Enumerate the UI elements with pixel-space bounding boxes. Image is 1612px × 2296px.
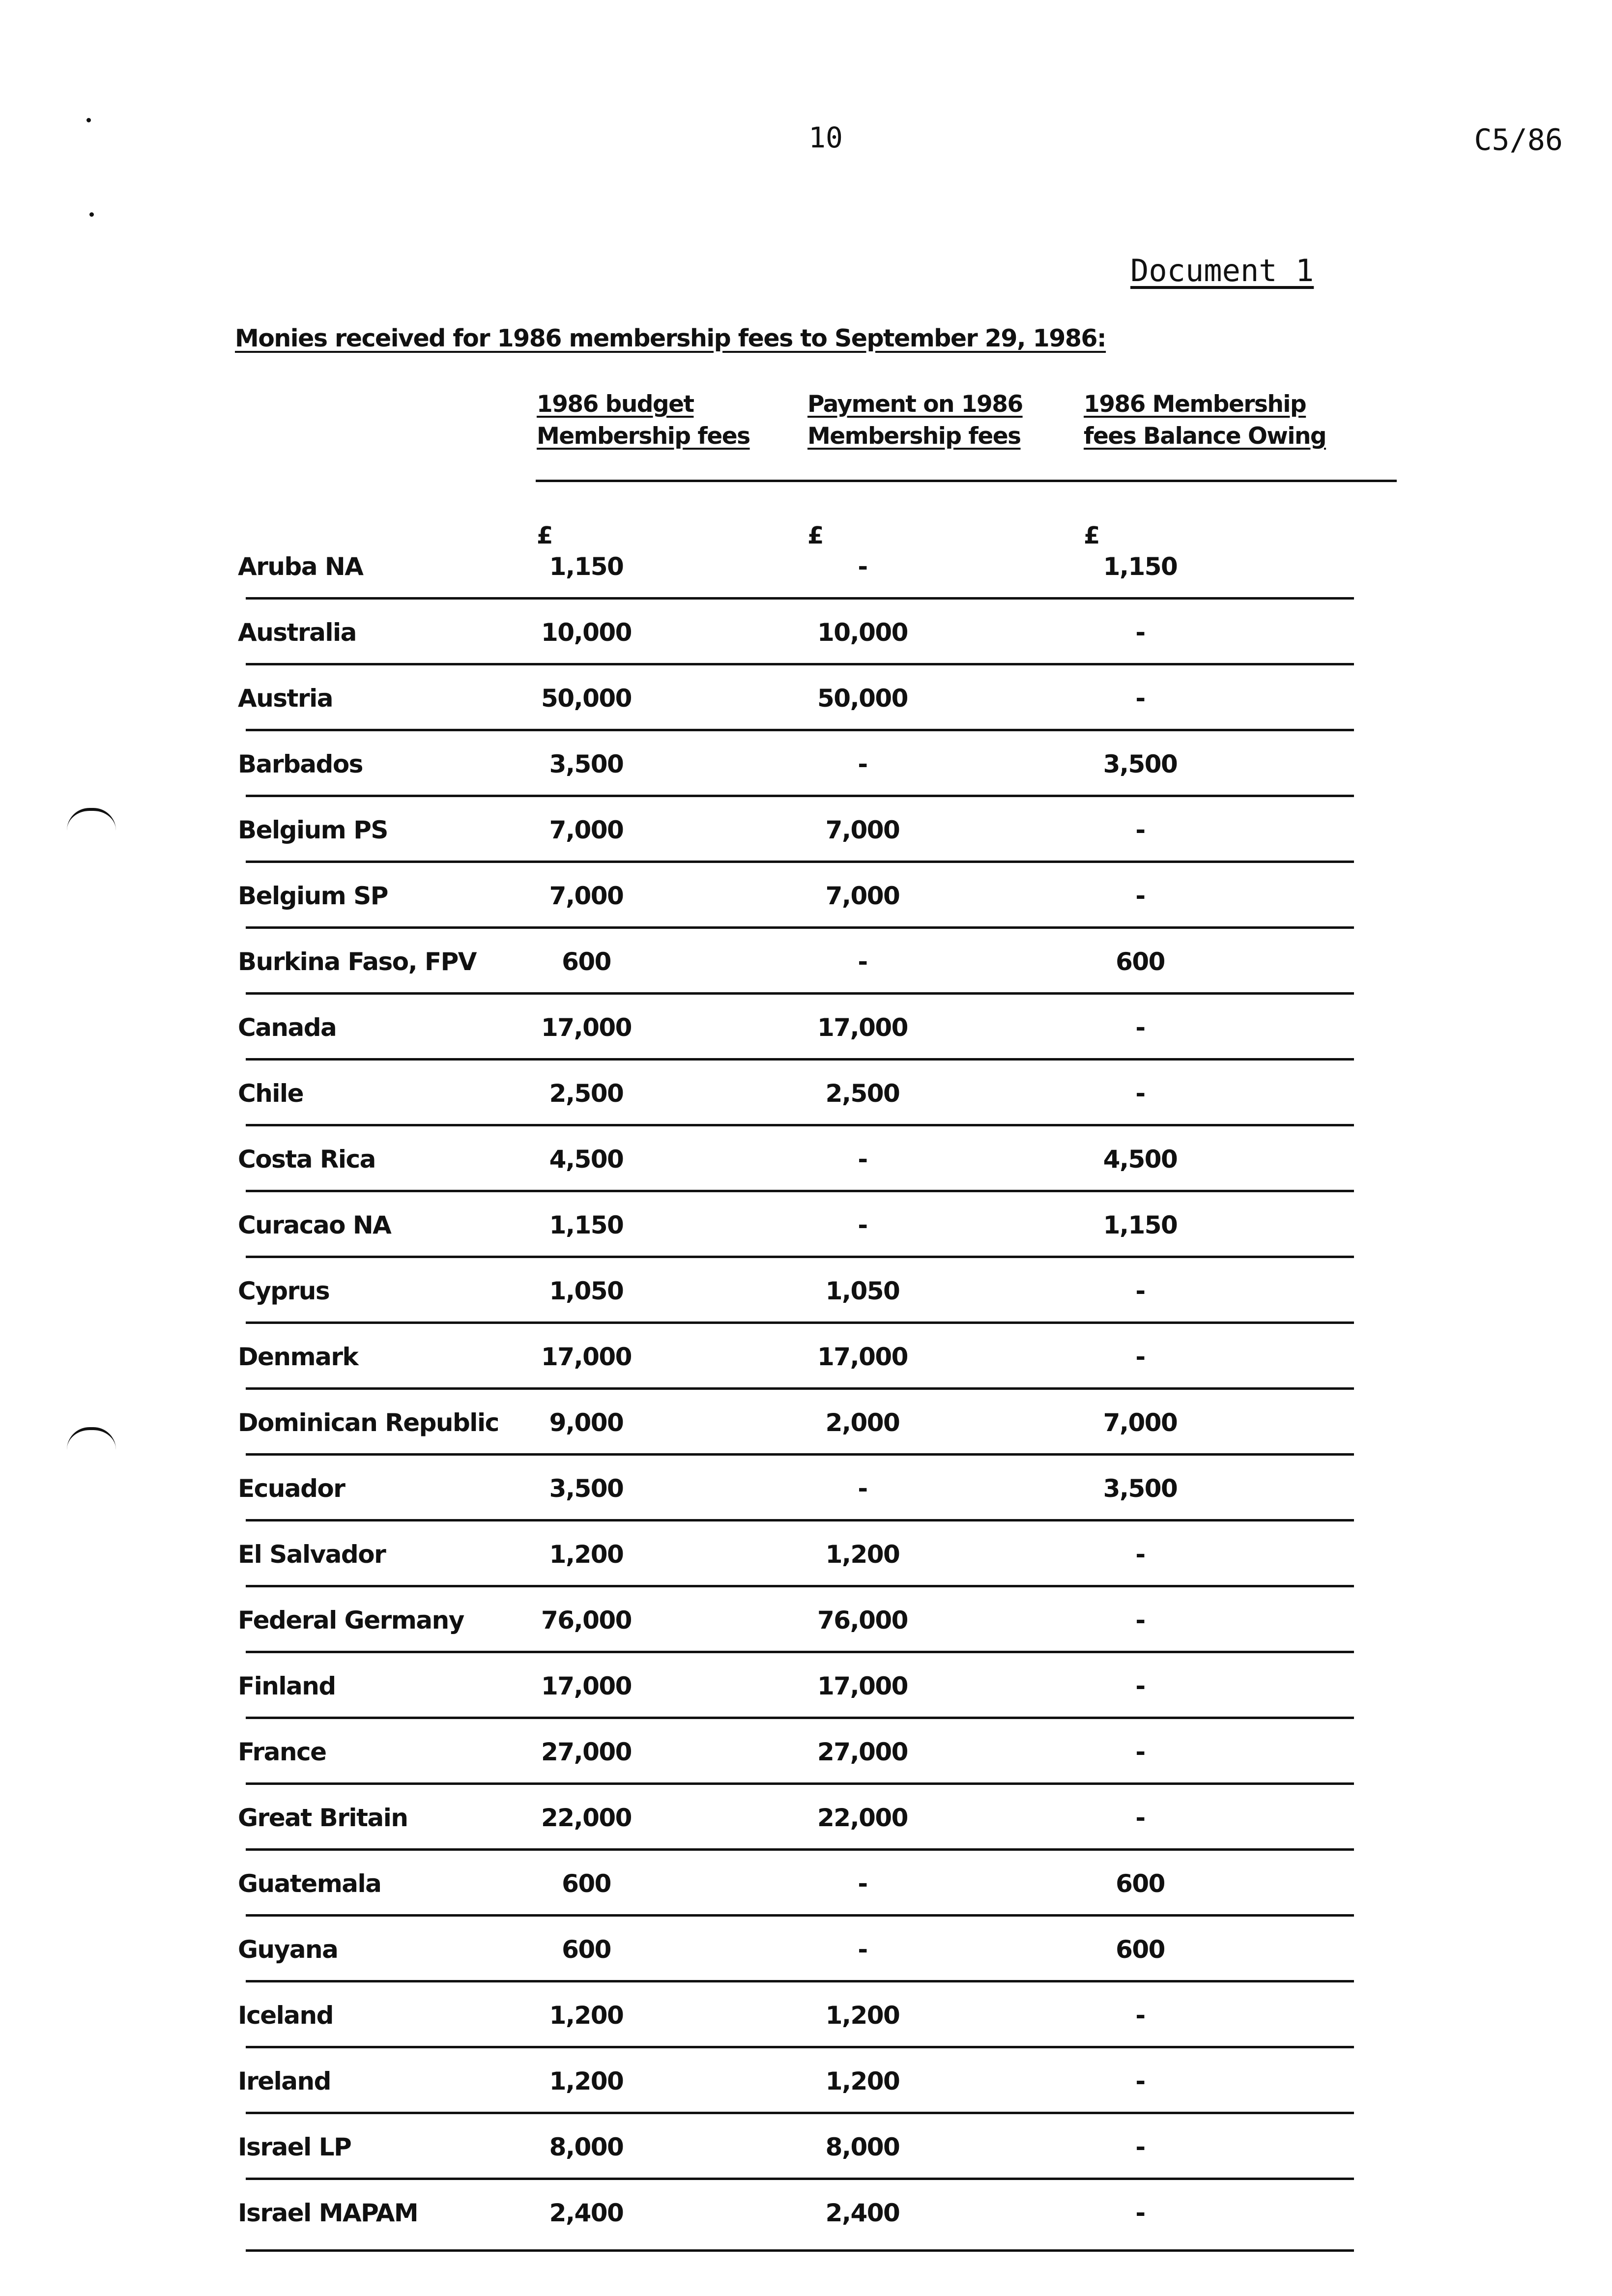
table-row: [0, 2177, 1612, 2243]
table-row: [0, 2111, 1612, 2177]
column-header-line: Payment on 1986: [807, 391, 1023, 418]
table-row: [0, 662, 1612, 728]
balance-value: -: [1135, 2199, 1145, 2227]
budget-value: 2,500: [549, 1079, 624, 1108]
budget-value: 3,500: [549, 750, 624, 778]
country-name: Iceland: [238, 2001, 333, 2030]
budget-value: 2,400: [549, 2199, 624, 2227]
balance-value: 1,150: [1103, 1211, 1178, 1239]
country-name: Guatemala: [238, 1869, 381, 1898]
table-row: [0, 1255, 1612, 1321]
payment-value: 2,000: [825, 1408, 900, 1437]
budget-value: 22,000: [541, 1804, 632, 1832]
budget-value: 1,200: [549, 1540, 624, 1569]
balance-value: -: [1135, 1079, 1145, 1108]
country-name: Dominican Republic: [238, 1408, 499, 1437]
column-header-line: 1986 budget: [537, 391, 694, 418]
country-name: Barbados: [238, 750, 363, 778]
balance-value: -: [1135, 1540, 1145, 1569]
budget-value: 17,000: [541, 1013, 632, 1042]
payment-value: 22,000: [817, 1804, 908, 1832]
country-name: Ireland: [238, 2067, 331, 2095]
table-row: [0, 1584, 1612, 1650]
budget-value: 4,500: [549, 1145, 624, 1174]
payment-value: 10,000: [817, 618, 908, 647]
balance-value: -: [1135, 1606, 1145, 1635]
country-name: Great Britain: [238, 1804, 408, 1832]
budget-value: 7,000: [549, 816, 624, 844]
payment-value: -: [858, 1935, 867, 1964]
column-header-line: 1986 Membership: [1084, 391, 1306, 418]
balance-value: 600: [1116, 947, 1165, 976]
payment-value: 76,000: [817, 1606, 908, 1635]
table-row: [0, 992, 1612, 1058]
country-name: El Salvador: [238, 1540, 386, 1569]
payment-value: 7,000: [825, 816, 900, 844]
budget-value: 17,000: [541, 1343, 632, 1371]
balance-value: -: [1135, 2001, 1145, 2030]
country-name: Curacao NA: [238, 1211, 391, 1239]
table-row: [0, 926, 1612, 992]
table-row: [0, 728, 1612, 794]
country-name: Denmark: [238, 1343, 358, 1371]
payment-value: -: [858, 947, 867, 976]
budget-value: 1,150: [549, 1211, 624, 1239]
column-header-balance: [1084, 388, 1349, 452]
currency-symbol: £: [537, 522, 553, 549]
table-row: [0, 1782, 1612, 1848]
payment-value: -: [858, 1145, 867, 1174]
payment-value: -: [858, 750, 867, 778]
payment-value: -: [858, 1869, 867, 1898]
country-name: Ecuador: [238, 1474, 345, 1503]
table-row: [0, 1123, 1612, 1189]
balance-value: -: [1135, 684, 1145, 713]
balance-value: 3,500: [1103, 750, 1178, 778]
balance-value: -: [1135, 618, 1145, 647]
table-bottom-rule: [246, 2249, 1354, 2252]
country-name: Canada: [238, 1013, 337, 1042]
table-row: [0, 794, 1612, 860]
country-name: Guyana: [238, 1935, 338, 1964]
country-name: Federal Germany: [238, 1606, 464, 1635]
scan-speck: [89, 212, 94, 217]
budget-value: 1,150: [549, 552, 624, 581]
balance-value: -: [1135, 1738, 1145, 1766]
balance-value: -: [1135, 1013, 1145, 1042]
country-name: Israel LP: [238, 2133, 351, 2161]
country-name: Belgium PS: [238, 816, 388, 844]
table-row: [0, 2045, 1612, 2111]
budget-value: 1,200: [549, 2067, 624, 2095]
balance-value: -: [1135, 2067, 1145, 2095]
header-rule: [536, 480, 1397, 482]
budget-value: 7,000: [549, 882, 624, 910]
country-name: Finland: [238, 1672, 336, 1700]
payment-value: 1,200: [825, 1540, 900, 1569]
table-title: Monies received for 1986 membership fees to September 29, 1986:: [235, 324, 1106, 352]
document-label: Document 1: [1130, 253, 1314, 288]
table-row: [0, 1519, 1612, 1584]
budget-value: 8,000: [549, 2133, 624, 2161]
table-row: [0, 1914, 1612, 1980]
table-row: [0, 1716, 1612, 1782]
balance-value: -: [1135, 1343, 1145, 1371]
balance-value: 4,500: [1103, 1145, 1178, 1174]
table-row: [0, 1650, 1612, 1716]
payment-value: 8,000: [825, 2133, 900, 2161]
payment-value: 2,500: [825, 1079, 900, 1108]
table-row: [0, 1848, 1612, 1914]
budget-value: 9,000: [549, 1408, 624, 1437]
budget-value: 50,000: [541, 684, 632, 713]
table-row: [0, 597, 1612, 662]
currency-symbol: £: [807, 522, 824, 549]
balance-value: 1,150: [1103, 552, 1178, 581]
balance-value: -: [1135, 1277, 1145, 1305]
payment-value: 7,000: [825, 882, 900, 910]
table-row: [0, 860, 1612, 926]
payment-value: -: [858, 1474, 867, 1503]
balance-value: -: [1135, 1672, 1145, 1700]
payment-value: 2,400: [825, 2199, 900, 2227]
balance-value: 7,000: [1103, 1408, 1178, 1437]
scan-speck: [86, 118, 91, 122]
currency-symbol: £: [1084, 522, 1100, 549]
document-reference: C5/86: [1474, 123, 1563, 157]
table-row: [0, 1321, 1612, 1387]
payment-value: 17,000: [817, 1343, 908, 1371]
table-row: [0, 1387, 1612, 1453]
payment-value: 1,200: [825, 2001, 900, 2030]
budget-value: 3,500: [549, 1474, 624, 1503]
payment-value: 50,000: [817, 684, 908, 713]
column-header-line: fees Balance Owing: [1084, 423, 1326, 450]
country-name: Israel MAPAM: [238, 2199, 418, 2227]
balance-value: 600: [1116, 1869, 1165, 1898]
payment-value: 17,000: [817, 1013, 908, 1042]
budget-value: 1,200: [549, 2001, 624, 2030]
country-name: Costa Rica: [238, 1145, 375, 1174]
country-name: Belgium SP: [238, 882, 388, 910]
budget-value: 1,050: [549, 1277, 624, 1305]
table-row: [0, 1980, 1612, 2045]
payment-value: 1,050: [825, 1277, 900, 1305]
balance-value: -: [1135, 1804, 1145, 1832]
payment-value: -: [858, 1211, 867, 1239]
budget-value: 27,000: [541, 1738, 632, 1766]
budget-value: 17,000: [541, 1672, 632, 1700]
country-name: Burkina Faso, FPV: [238, 947, 476, 976]
budget-value: 600: [562, 947, 611, 976]
budget-value: 76,000: [541, 1606, 632, 1635]
balance-value: -: [1135, 2133, 1145, 2161]
table-row: [0, 1058, 1612, 1123]
country-name: Aruba NA: [238, 552, 363, 581]
table-row: [0, 1189, 1612, 1255]
table-row: [0, 1453, 1612, 1519]
balance-value: -: [1135, 816, 1145, 844]
page-number: 10: [808, 121, 843, 154]
payment-value: -: [858, 552, 867, 581]
budget-value: 600: [562, 1869, 611, 1898]
country-name: Austria: [238, 684, 333, 713]
country-name: France: [238, 1738, 326, 1766]
balance-value: 600: [1116, 1935, 1165, 1964]
country-name: Chile: [238, 1079, 303, 1108]
budget-value: 600: [562, 1935, 611, 1964]
payment-value: 27,000: [817, 1738, 908, 1766]
payment-value: 1,200: [825, 2067, 900, 2095]
column-header-line: Membership fees: [807, 423, 1021, 450]
column-header-payment: [807, 388, 1073, 452]
table-row: [0, 531, 1612, 597]
budget-value: 10,000: [541, 618, 632, 647]
column-header-budget: [537, 388, 802, 452]
country-name: Australia: [238, 618, 356, 647]
balance-value: 3,500: [1103, 1474, 1178, 1503]
country-name: Cyprus: [238, 1277, 330, 1305]
balance-value: -: [1135, 882, 1145, 910]
column-header-line: Membership fees: [537, 423, 750, 450]
payment-value: 17,000: [817, 1672, 908, 1700]
